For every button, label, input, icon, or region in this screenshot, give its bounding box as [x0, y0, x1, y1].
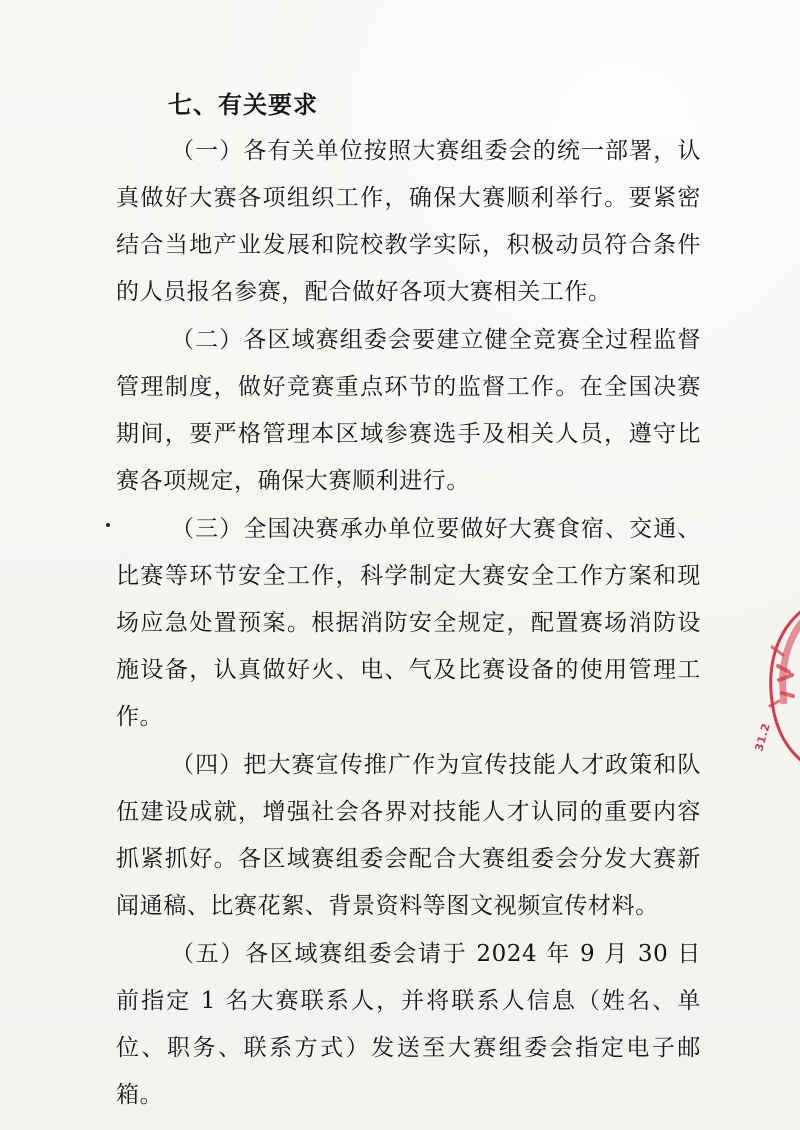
paragraph-2: （二）各区域赛组委会要建立健全竞赛全过程监督管理制度，做好竞赛重点环节的监督工作。在全国决赛期间，要严格管理本区域参赛选手及相关人员，遵守比赛各项规定，确保大赛顺利进行。 [116, 327, 701, 494]
paragraph-3: （三）全国决赛承办单位要做好大赛食宿、交通、比赛等环节安全工作，科学制定大赛安全工作方案和现场应急处置预案。根据消防安全规定，配置赛场消防设施设备，认真做好火、电、气及比赛设备的使用管理工作。 [116, 516, 701, 730]
paragraph-1: （一）各有关单位按照大赛组委会的统一部署，认真做好大赛各项组织工作，确保大赛顺利举行。要紧密结合当地产业发展和院校教学实际，积极动员符合条件的人员报名参赛，配合做好各项大赛相关工作。 [116, 138, 701, 305]
margin-dot [106, 523, 110, 527]
paragraph-4: （四）把大赛宣传推广作为宣传技能人才政策和队伍建设成就，增强社会各界对技能人才认同的重要内容抓紧抓好。各区域赛组委会配合大赛组委会分发大赛新闻通稿、比赛花絮、背景资料等图文视频宣传材料。 [116, 752, 701, 919]
paragraph-5: （五）各区域赛组委会请于 2024 年 9 月 30 日前指定 1 名大赛联系人，并将联系人信息（姓名、单位、职务、联系方式）发送至大赛组委会指定电子邮箱。 [116, 941, 701, 1108]
red-seal-stamp [752, 604, 800, 768]
document-content [116, 84, 701, 1119]
section-heading: 七、有关要求 [168, 91, 318, 119]
seal-fragment-text: 31.2 [752, 721, 773, 753]
